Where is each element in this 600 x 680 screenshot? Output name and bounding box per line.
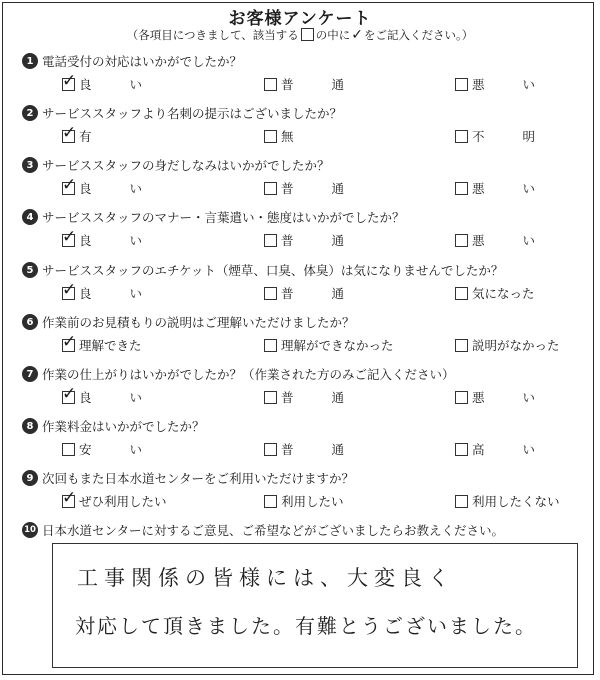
- checkbox[interactable]: [455, 443, 468, 456]
- question-text: サービススタッフのエチケット（煙草、口臭、体臭）は気になりませんでしたか？: [42, 263, 504, 278]
- checkbox[interactable]: [264, 130, 277, 143]
- question-3: [22, 156, 592, 206]
- instructions-before: （各項目につきまして、該当する: [126, 28, 299, 42]
- option-label: 無: [281, 129, 294, 144]
- option-2[interactable]: [264, 128, 294, 144]
- option-label: 不明: [472, 129, 574, 144]
- question-text: 電話受付の対応はいかがでしたか？: [42, 54, 243, 69]
- option-1[interactable]: [62, 487, 167, 509]
- instructions: [0, 27, 600, 43]
- checkmark-icon: ✓: [62, 174, 77, 195]
- option-label: 良い: [79, 233, 181, 248]
- checkbox[interactable]: [264, 443, 277, 456]
- question-number: 6: [22, 314, 38, 330]
- option-1[interactable]: [62, 279, 181, 301]
- question-9: [22, 469, 592, 519]
- option-label: 有: [79, 129, 92, 144]
- option-label: 悪い: [472, 233, 574, 248]
- question-5: [22, 261, 592, 311]
- checked-checkbox[interactable]: [62, 331, 77, 352]
- checkbox[interactable]: [455, 182, 468, 195]
- checkmark-icon: ✓: [62, 122, 77, 143]
- checkbox[interactable]: [455, 391, 468, 404]
- question-8: [22, 417, 592, 467]
- instructions-middle: の中に: [315, 28, 351, 42]
- question-number: 4: [22, 209, 38, 225]
- option-3[interactable]: [455, 441, 573, 457]
- option-1[interactable]: [62, 331, 142, 353]
- checkbox-sample-icon: [301, 28, 314, 41]
- option-label: 悪い: [472, 77, 574, 92]
- option-label: 高い: [472, 442, 574, 457]
- option-label: 普通: [281, 77, 383, 92]
- checkmark-icon: ✓: [62, 383, 77, 404]
- option-label: 良い: [79, 286, 181, 301]
- question-text: サービススタッフのマナー・言葉遣い・態度はいかがでしたか？: [42, 210, 405, 225]
- option-label: 普通: [281, 286, 383, 301]
- question-7: [22, 365, 592, 415]
- question-6: [22, 313, 592, 363]
- option-label: 良い: [79, 77, 181, 92]
- option-label: 悪い: [472, 181, 574, 196]
- checkmark-icon: ✓: [62, 331, 77, 352]
- option-label: 理解ができなかった: [281, 338, 394, 353]
- question-text: 次回もまた日本水道センターをご利用いただけますか？: [42, 471, 355, 486]
- question-1: [22, 52, 592, 102]
- option-2[interactable]: [264, 389, 382, 405]
- question-number: 9: [22, 470, 38, 486]
- checkmark-icon: ✓: [62, 70, 77, 91]
- option-3[interactable]: [455, 232, 573, 248]
- option-1[interactable]: [62, 441, 180, 457]
- question-number: 1: [22, 53, 38, 69]
- option-label: 悪い: [472, 390, 574, 405]
- option-label: 安い: [79, 442, 181, 457]
- question-text: サービススタッフの身だしなみはいかがでしたか？: [42, 158, 330, 173]
- checkbox[interactable]: [264, 234, 277, 247]
- checkmark-sample-icon: ✓: [351, 27, 364, 43]
- option-1[interactable]: [62, 226, 181, 248]
- checked-checkbox[interactable]: [62, 122, 77, 143]
- option-label: 気になった: [472, 286, 535, 301]
- checkbox[interactable]: [264, 391, 277, 404]
- question-text: サービススタッフより名刺の提示はございましたか？: [42, 106, 343, 121]
- instructions-after: をご記入ください。）: [364, 28, 474, 42]
- option-3[interactable]: [455, 493, 560, 509]
- option-label: 良い: [79, 181, 181, 196]
- option-1[interactable]: [62, 70, 181, 92]
- checked-checkbox[interactable]: [62, 279, 77, 300]
- option-label: 普通: [281, 442, 383, 457]
- question-text: 日本水道センターに対するご意見、ご希望などがございましたらお教えください。: [42, 523, 505, 538]
- checkmark-icon: ✓: [62, 279, 77, 300]
- checked-checkbox[interactable]: [62, 226, 77, 247]
- checkbox[interactable]: [264, 182, 277, 195]
- option-3[interactable]: [455, 285, 535, 301]
- option-3[interactable]: [455, 76, 573, 92]
- handwritten-comment-line-1: 工事関係の皆様には、大変良く: [77, 566, 455, 590]
- option-label: 普通: [281, 233, 383, 248]
- question-4: [22, 208, 592, 258]
- handwritten-comment-line-2: 対応して頂きました。有難とうございました。: [75, 614, 537, 638]
- page-title: お客様アンケート: [228, 9, 372, 29]
- option-3[interactable]: [455, 337, 560, 353]
- question-number: 8: [22, 418, 38, 434]
- option-2[interactable]: [264, 441, 382, 457]
- question-number: 7: [22, 366, 38, 382]
- checkbox[interactable]: [455, 78, 468, 91]
- option-1[interactable]: [62, 122, 92, 144]
- checked-checkbox[interactable]: [62, 487, 77, 508]
- checkbox[interactable]: [455, 339, 468, 352]
- option-2[interactable]: [264, 285, 382, 301]
- question-number: 2: [22, 105, 38, 121]
- checkbox[interactable]: [455, 234, 468, 247]
- option-2[interactable]: [264, 180, 382, 196]
- question-2: [22, 104, 592, 154]
- option-2[interactable]: [264, 337, 394, 353]
- question-number: 3: [22, 157, 38, 173]
- question-text: 作業前のお見積もりの説明はご理解いただけましたか？: [42, 315, 355, 330]
- option-2[interactable]: [264, 76, 382, 92]
- checkbox[interactable]: [455, 287, 468, 300]
- option-label: 理解できた: [79, 338, 142, 353]
- checked-checkbox[interactable]: [62, 383, 77, 404]
- option-2[interactable]: [264, 493, 344, 509]
- checkmark-icon: ✓: [62, 226, 77, 247]
- checked-checkbox[interactable]: [62, 70, 77, 91]
- option-2[interactable]: [264, 232, 382, 248]
- question-number: 5: [22, 262, 38, 278]
- option-3[interactable]: [455, 389, 573, 405]
- option-label: 利用したくない: [472, 494, 560, 509]
- comment-box[interactable]: [52, 543, 578, 668]
- option-label: ぜひ利用したい: [79, 494, 167, 509]
- checkbox[interactable]: [264, 78, 277, 91]
- option-label: 普通: [281, 390, 383, 405]
- checkbox[interactable]: [455, 495, 468, 508]
- option-label: 普通: [281, 181, 383, 196]
- question-number: 10: [22, 522, 38, 538]
- checkbox[interactable]: [62, 443, 75, 456]
- checkbox[interactable]: [264, 287, 277, 300]
- checkbox[interactable]: [264, 339, 277, 352]
- checked-checkbox[interactable]: [62, 174, 77, 195]
- option-label: 良い: [79, 390, 181, 405]
- option-1[interactable]: [62, 174, 181, 196]
- option-1[interactable]: [62, 383, 181, 405]
- question-text: 作業料金はいかがでしたか？: [42, 419, 205, 434]
- option-3[interactable]: [455, 128, 573, 144]
- checkbox[interactable]: [264, 495, 277, 508]
- question-text: 作業の仕上がりはいかがでしたか？（作業された方のみご記入ください）: [42, 367, 455, 382]
- option-label: 利用したい: [281, 494, 344, 509]
- option-3[interactable]: [455, 180, 573, 196]
- checkbox[interactable]: [455, 130, 468, 143]
- option-label: 説明がなかった: [472, 338, 560, 353]
- checkmark-icon: ✓: [62, 487, 77, 508]
